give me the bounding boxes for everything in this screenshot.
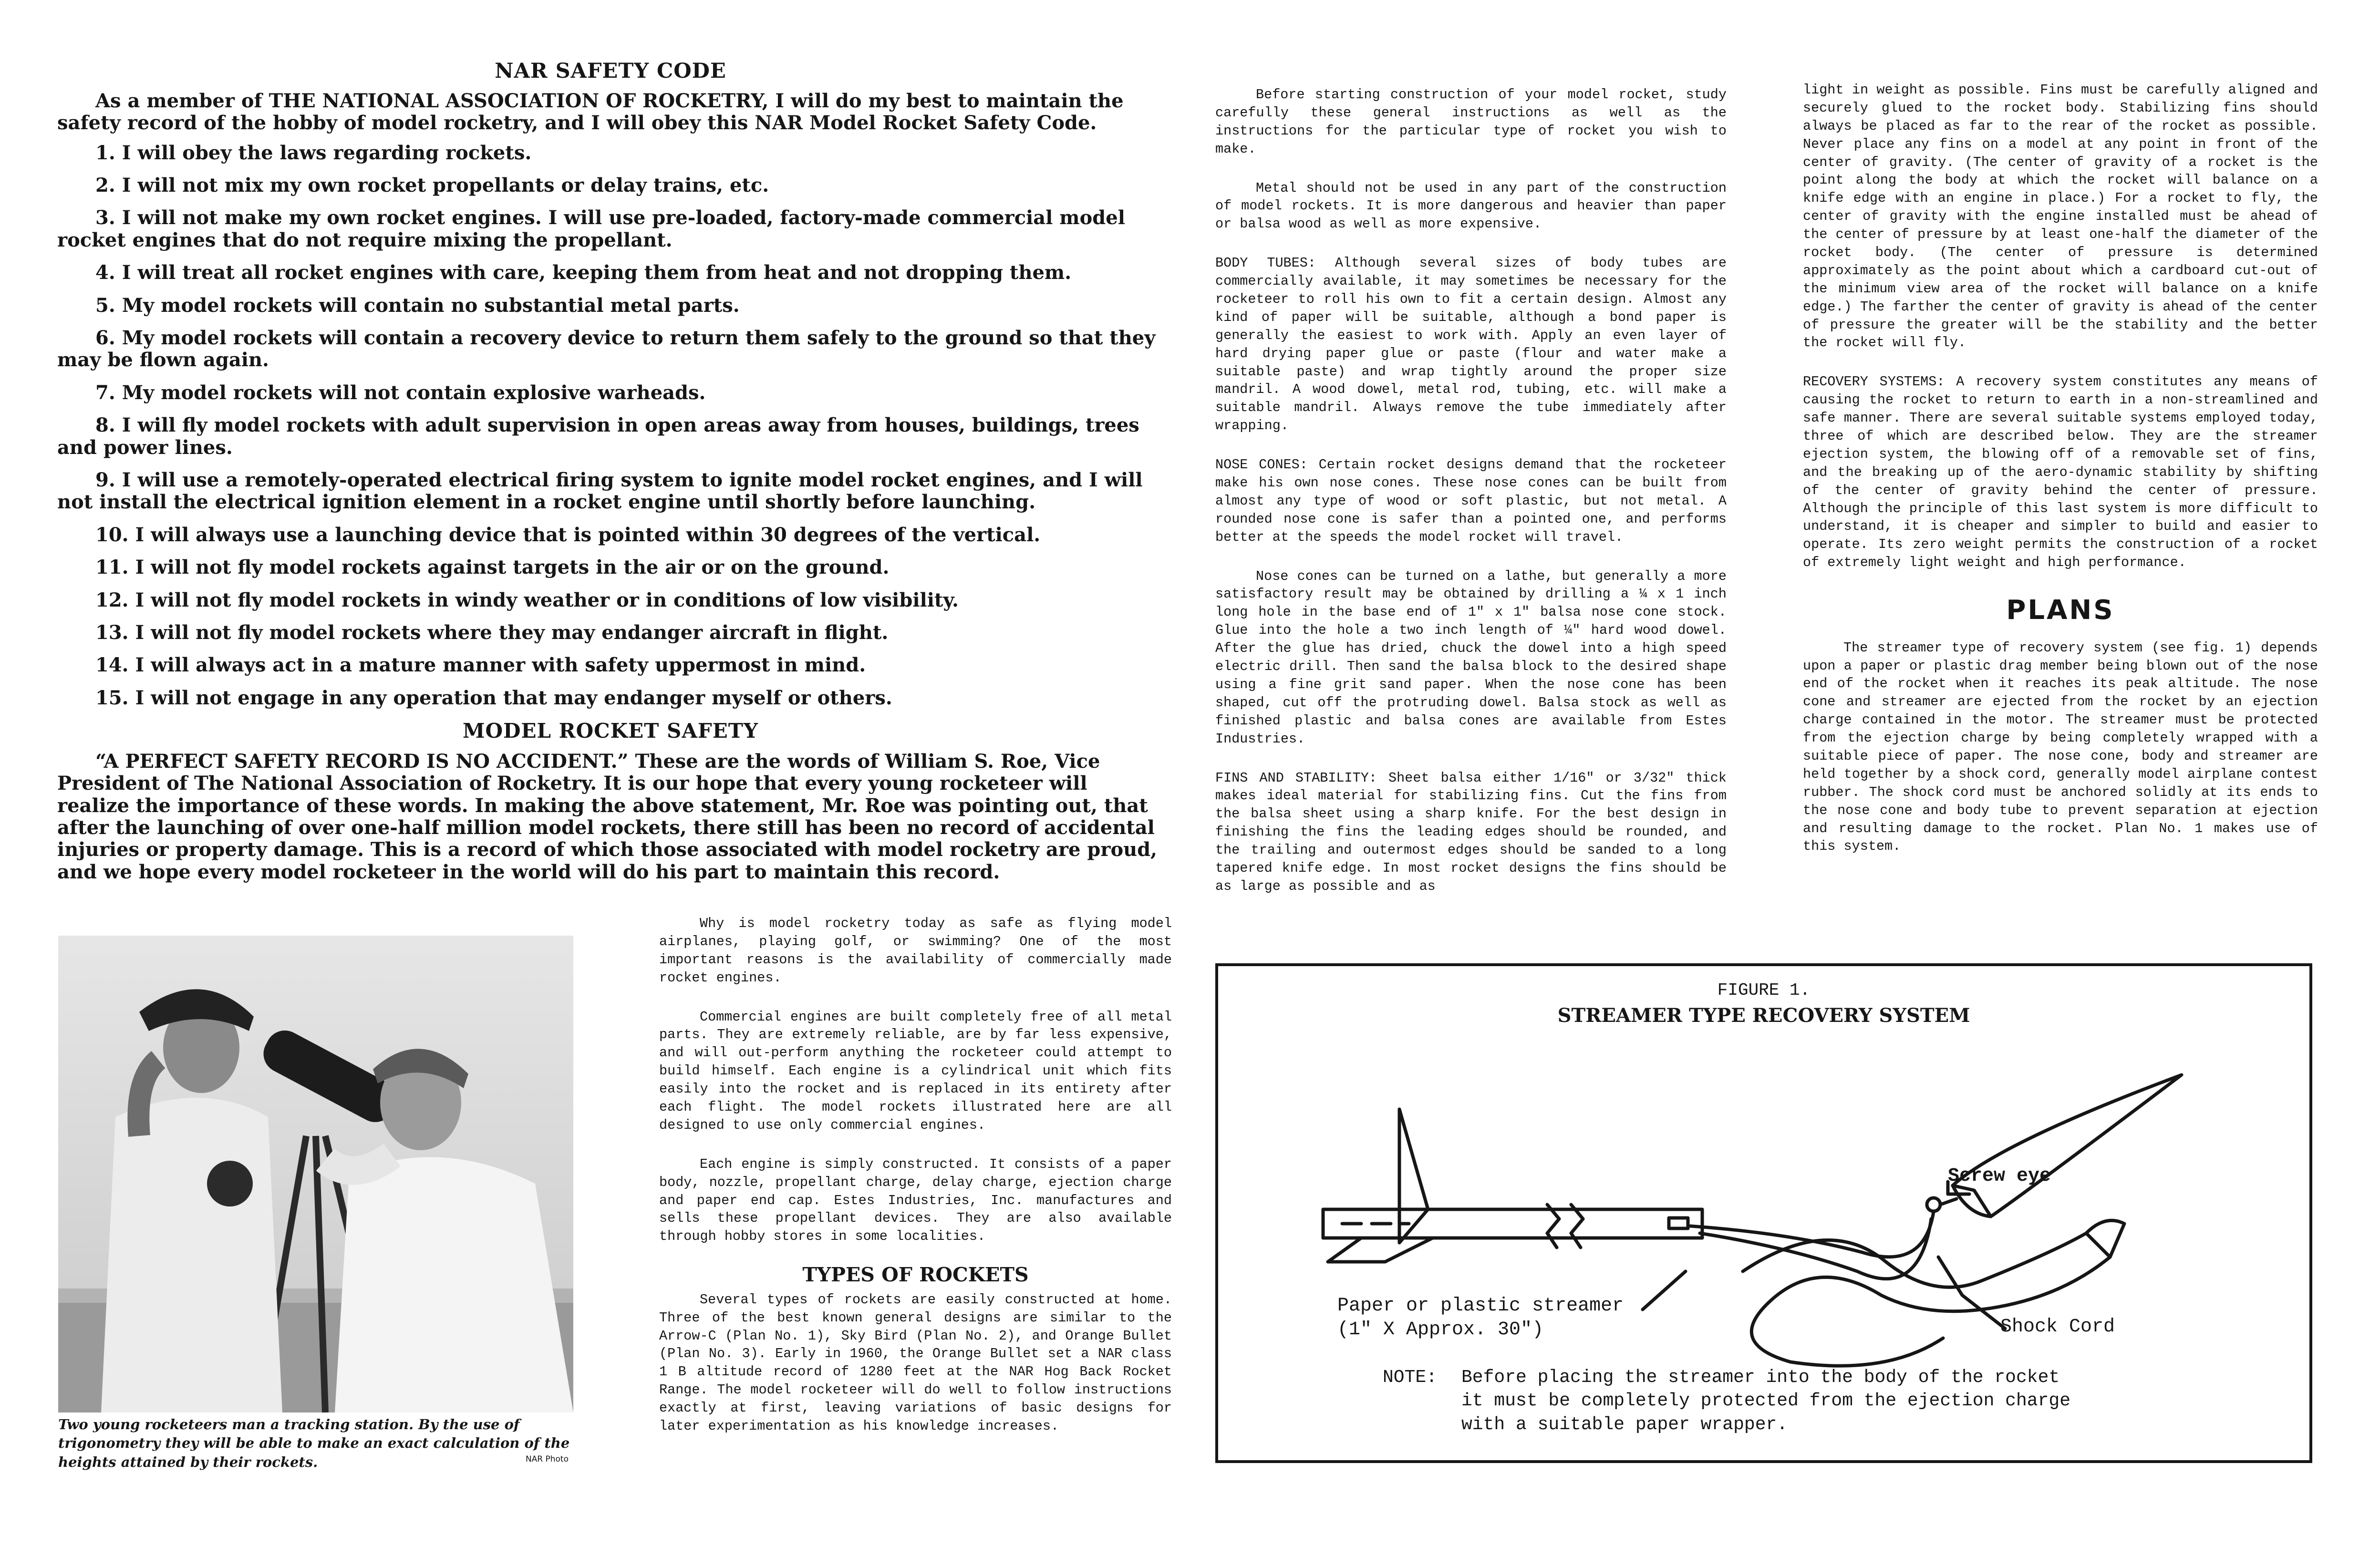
figure-subtitle: STREAMER TYPE RECOVERY SYSTEM — [1557, 1004, 1970, 1027]
safety-rule-number: 6. — [95, 327, 115, 349]
screw-eye-label: Screw eye — [1948, 1165, 2051, 1187]
plans-paragraph: The streamer type of recovery system (see fig. 1) depends upon a paper or plastic drag member being blown out of the nose end of the rocket when it reaches its peak altitude. The nose cone and streamer are ejected from the rocket by an ejection charge contained in the motor. The streamer must be protected from the ejection charge by being completely wrapped with a suitable piece of paper. The nose cone, body and streamer are held together by a shock cord, generally model airplane contest rubber. The shock cord must be anchored solidly at its ends to the nose cone and body tube to prevent separation at ejection and resulting damage to the rocket. Plan No. 1 makes use of this system. — [1803, 639, 2318, 855]
safety-rule-7 — [57, 382, 1164, 404]
safety-rule-text: I will not fly model rockets in windy weather or in conditions of low visibility. — [135, 588, 959, 611]
types-of-rockets-text: Several types of rockets are easily constructed at home. Three of the best known general designs are similar to the Arrow-C (Plan No. 1), Sky Bird (Plan No. 2), and Orange Bullet (Plan No. 3). Early in 1960, the Orange Bullet set a NAR class 1 B altitude record of 1280 feet at the NAR Hog Back Rocket Range. The model rocketeer will do well to follow instructions exactly at first, leaving variations of basic designs for later experimentation as his knowledge increases. — [659, 1291, 1172, 1434]
safety-rule-text: I will use a remotely-operated electrical firing system to ignite model rocket engines, and I will not install the electrical ignition element in a rocket engine until shortly before launching. — [57, 468, 1143, 514]
plans-title: PLANS — [2006, 595, 2115, 626]
figure-label: FIGURE 1. — [1717, 980, 1811, 1000]
shock-cord — [1690, 1212, 1934, 1257]
safety-rule-number: 9. — [95, 468, 115, 491]
safety-rule-11 — [57, 557, 1164, 578]
safety-rule-number: 15. — [95, 686, 129, 709]
safety-rule-number: 5. — [95, 294, 115, 317]
safety-code-list — [57, 142, 1164, 709]
safety-rule-text: My model rockets will not contain explosive warheads. — [122, 381, 706, 404]
safety-rule-text: I will obey the laws regarding rockets. — [122, 141, 532, 164]
safety-rule-text: I will not engage in any operation that may endanger myself or others. — [135, 686, 892, 709]
safety-rule-13 — [57, 622, 1164, 644]
safety-code-title: NAR SAFETY CODE — [495, 59, 726, 83]
safety-rule-8 — [57, 414, 1164, 459]
safety-rule-14 — [57, 654, 1164, 676]
safety-rule-10 — [57, 524, 1164, 546]
safety-rule-number: 1. — [95, 141, 115, 164]
nose-cones-lathe-paragraph: Nose cones can be turned on a lathe, but generally a more satisfactory result may be obtained by drilling a ¼ x 1 inch long hole in the base end of 1" x 1" balsa nose cone stock. Glue into the hole a two inch length of ¼" hard wood dowel. After the glue has dried, chuck the dowel into a high speed electric drill. Then sand the balsa block to the desired shape using a fine grit sand paper. When the nose cone has been shaped, cut off the protruding dowel. Balsa stock as well as finished plastic and balsa cones are available from Estes Industries. — [1215, 568, 1727, 747]
safety-rule-number: 4. — [95, 261, 115, 284]
safety-rule-1 — [57, 142, 1164, 164]
safety-rule-15 — [57, 687, 1164, 709]
streamer-label-line-2: (1" X Approx. 30") — [1337, 1319, 1544, 1340]
safety-rule-number: 7. — [95, 381, 115, 404]
safety-rule-number: 12. — [95, 588, 129, 611]
safety-rule-text: I will always use a launching device that is pointed within 30 degrees of the vertical. — [135, 523, 1041, 546]
nose-cone-base — [1953, 1186, 1991, 1216]
safety-rule-4 — [57, 262, 1164, 284]
safety-rule-9 — [57, 469, 1164, 514]
model-safety-title: MODEL ROCKET SAFETY — [463, 719, 758, 743]
note-text: Before placing the streamer into the body of the rocket it must be completely protected from the ejection charge with a suitable paper wrapper. — [1461, 1367, 2071, 1435]
safety-rule-3 — [57, 207, 1164, 251]
metal-warning: Metal should not be used in any part of the construction of model rockets. It is more dangerous and heavier than paper or balsa wood as well as more expensive. — [1215, 180, 1727, 232]
streamer-label-line-1: Paper or plastic streamer — [1337, 1295, 1624, 1317]
safety-code-section — [57, 60, 1164, 883]
safety-rule-2 — [57, 175, 1164, 196]
figure-streamer-recovery — [1215, 963, 2312, 1463]
safety-rule-number: 14. — [95, 654, 129, 677]
screw-eye — [1927, 1198, 1940, 1211]
engines-paragraph-2: Commercial engines are built completely free of all metal parts. They are extremely reliable, are by far less expensive, and will out-perform anything the rocketeer could attempt to build himself. Each engine is a cylindrical unit which fits easily into the rocket and is replaced in its entirety after each flight. The model rockets illustrated here are all designed to use only commercial engines. — [659, 1009, 1172, 1133]
safety-rule-5 — [57, 295, 1164, 317]
recovery-column — [1803, 81, 2318, 876]
model-safety-text: “A PERFECT SAFETY RECORD IS NO ACCIDENT.” These are the words of William S. Roe, Vice President of The National Association of Rocketry. It is our hope that every young rocketeer will realize the importance of these words. In making the above statement, Mr. Roe was pointing out, that after the launching of over one-half million model rockets, there still has been no record of accidental injuries or property damage. This is a record of which those associated with model rocketry are proud, and we hope every model rocketeer in the world will do his part to maintain this record. — [57, 750, 1158, 883]
safety-rule-text: I will treat all rocket engines with care, keeping them from heat and not dropping them. — [122, 261, 1072, 284]
construction-column — [1215, 86, 1727, 917]
anchor-block — [1669, 1218, 1688, 1228]
engines-paragraph-1: Why is model rocketry today as safe as flying model airplanes, playing golf, or swimming? One of the most important reasons is the availability of commercially made rocket engines. — [659, 916, 1172, 986]
screw-eye-shank — [1940, 1199, 1956, 1205]
fins-stability-paragraph: FINS AND STABILITY: Sheet balsa either 1/16" or 3/32" thick makes ideal material for stabilizing fins. Cut the fins from the balsa sheet using a sharp knife. For the best design in finishing the fins the leading edges should be rounded, and the trailing and outermost edges should be sanded to a long tapered knife edge. In most rocket designs the fins should be as large as possible and as — [1215, 770, 1727, 894]
rocket-fin-bottom — [1328, 1238, 1433, 1262]
safety-rule-text: I will not mix my own rocket propellants or delay trains, etc. — [122, 174, 769, 197]
construction-intro: Before starting construction of your model rocket, study carefully these general instructions as well as the instructions for the particular type of rocket you wish to make. — [1215, 87, 1727, 157]
tracking-station-photo — [58, 936, 573, 1412]
figure-note — [1383, 1366, 2081, 1436]
fins-continued-paragraph: light in weight as possible. Fins must be carefully aligned and securely glued to the rocket body. Stabilizing fins should always be placed as far to the rear of the rocket as possible. Never place any fins on a model at any point in front of the center of gravity. (The center of gravity of a rocket is the point along the body at which the rocket will balance on a knife edge with an engine in place.) For a rocket to fly, the center of gravity with the engine installed must be ahead of the center of pressure by at least one-half the diameter of the rocket body. (The center of pressure is determined approximately as the point about which a cardboard cut-out of the minimum view area of the rocket will balance on a knife edge.) The farther the center of gravity is ahead of the center of pressure the greater will be the stability and the better the rocket will fly. — [1803, 82, 2318, 351]
safety-rule-12 — [57, 589, 1164, 611]
nose-cones-paragraph: NOSE CONES: Certain rocket designs demand that the rocketeer make his own nose cones. These nose cones can be built from almost any type of wood or soft plastic, but not metal. A rounded nose cone is safer than a pointed one, and performs better at the speeds the model rocket will travel. — [1215, 457, 1727, 545]
photo-caption — [58, 1415, 578, 1472]
recovery-systems-paragraph: RECOVERY SYSTEMS: A recovery system constitutes any means of causing the rocket to return to earth in a non-streamlined and safe manner. There are several suitable systems employed today, three of which are described below. They are the streamer ejection system, the blowing off of a removable set of fins, and the breaking up of the aero-dynamic stability by shifting of the center of gravity behind the center of pressure. Although the principle of this last system is more difficult to understand, it is cheaper and simpler to build and easier to operate. Its zero weight permits the construction of a rocket of extremely light weight and high performance. — [1803, 374, 2318, 571]
safety-rule-6 — [57, 327, 1164, 371]
safety-rule-number: 11. — [95, 556, 129, 579]
safety-rule-text: I will not fly model rockets against targets in the air or on the ground. — [135, 556, 890, 579]
streamer-leader — [1643, 1271, 1686, 1309]
shock-cord-label: Shock Cord — [2000, 1316, 2115, 1338]
safety-rule-text: My model rockets will contain no substantial metal parts. — [122, 294, 740, 317]
safety-rule-text: I will not fly model rockets where they may endanger aircraft in flight. — [135, 621, 889, 644]
safety-code-intro: As a member of THE NATIONAL ASSOCIATION OF ROCKETRY, I will do my best to maintain the safety record of the hobby of model rocketry, and I will obey this NAR Model Rocket Safety Code. — [57, 89, 1124, 134]
engines-paragraph-3: Each engine is simply constructed. It consists of a paper body, nozzle, propellant charge, delay charge, ejection charge and paper end cap. Estes Industries, Inc. manufactures and sells these propellant devices. They are also available through hobby stores in some localities. — [659, 1156, 1172, 1245]
safety-rule-text: I will not make my own rocket engines. I will use pre-loaded, factory-made commercial model rocket engines that do not require mixing the propellant. — [57, 206, 1125, 251]
safety-rule-text: My model rockets will contain a recovery device to return them safely to the ground so that they may be flown again. — [57, 327, 1156, 371]
nose-cone — [1953, 1075, 2182, 1216]
photo-caption-text: Two young rocketeers man a tracking station. By the use of trigonometry they will be able to make an exact calculation of the heights attained by their rockets. — [58, 1416, 570, 1470]
safety-rule-text: I will fly model rockets with adult supervision in open areas away from houses, buildings, trees and power lines. — [57, 414, 1139, 459]
streamer-label — [1337, 1294, 1624, 1342]
safety-rule-number: 13. — [95, 621, 129, 644]
safety-rule-number: 2. — [95, 174, 115, 197]
types-of-rockets-title: TYPES OF ROCKETS — [802, 1263, 1029, 1287]
safety-rule-number: 10. — [95, 523, 129, 546]
safety-rule-text: I will always act in a mature manner with safety uppermost in mind. — [135, 654, 866, 677]
body-tubes-paragraph: BODY TUBES: Although several sizes of body tubes are commercially available, it may sometimes be necessary for the rocketeer to roll his own to fit a certain design. Almost any kind of paper will be suitable, although a bond paper is generally the easiest to work with. Apply an even layer of hard drying paper glue or paste (flour and water make a suitable paste) and wrap tightly around the proper size mandril. A wood dowel, metal rod, tubing, etc. will make a suitable mandril. Always remove the tube immediately after wrapping. — [1215, 255, 1727, 434]
safety-rule-number: 3. — [95, 206, 115, 229]
rocketeers-photo-illustration — [58, 936, 573, 1412]
note-key: NOTE: — [1383, 1367, 1438, 1388]
photo-credit: NAR Photo — [525, 1454, 569, 1464]
shock-cord-leader — [1938, 1257, 2005, 1329]
engines-section — [659, 915, 1172, 1456]
safety-rule-number: 8. — [95, 414, 115, 437]
